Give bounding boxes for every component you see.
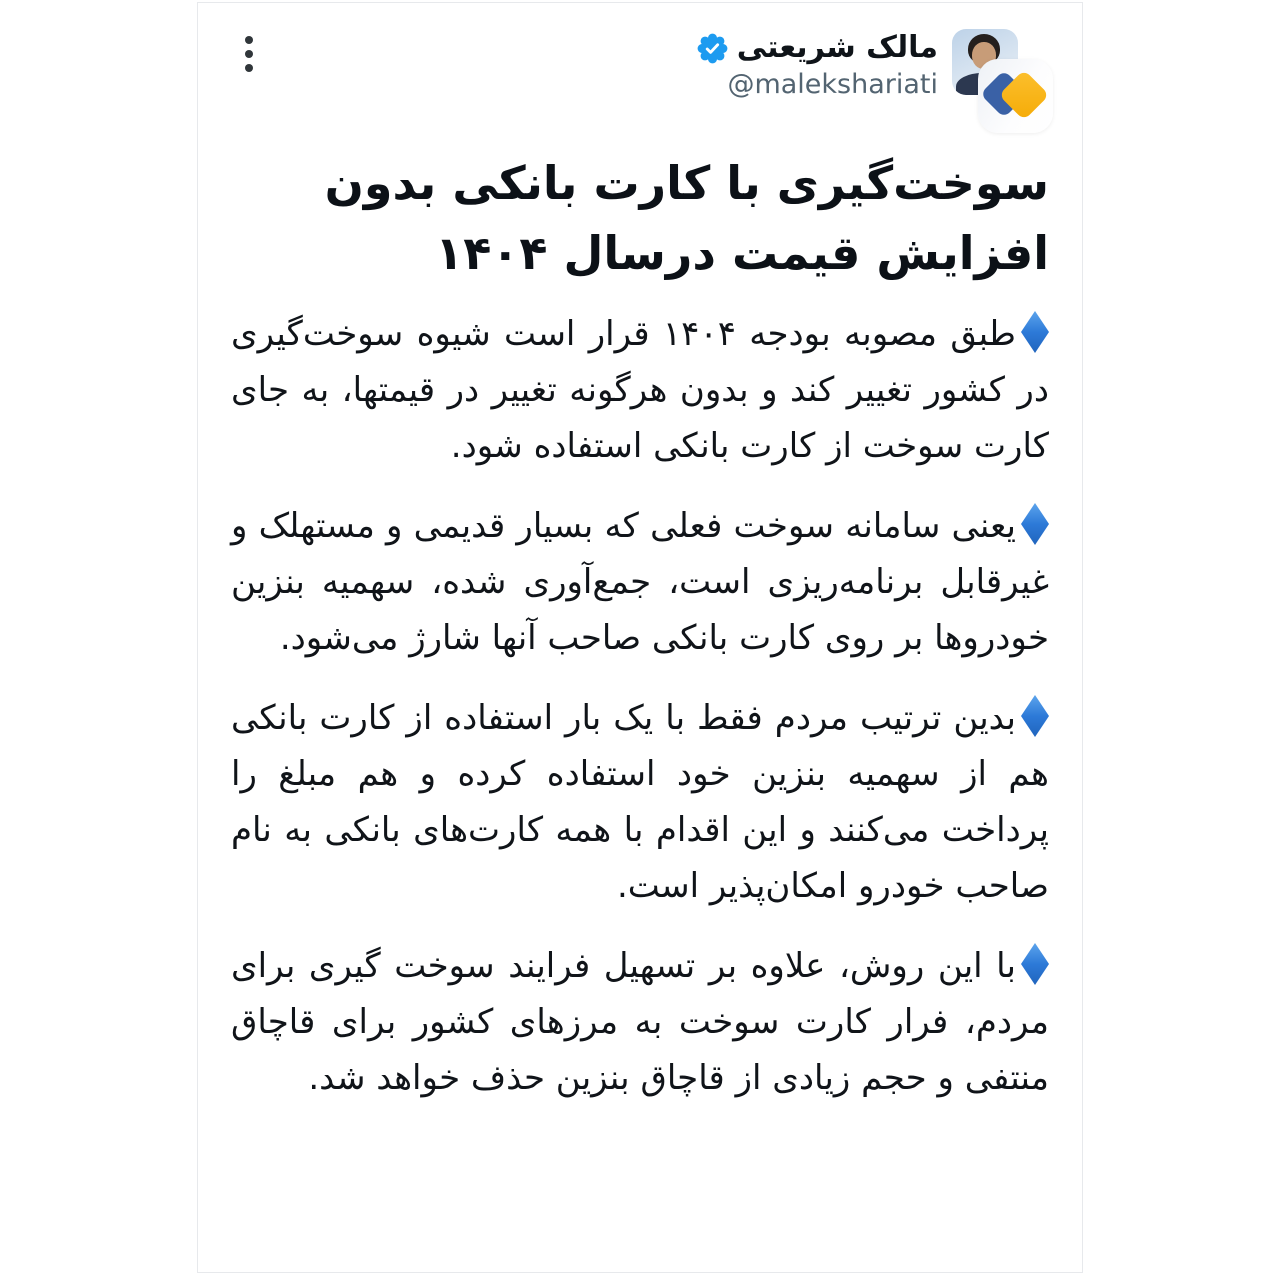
- large-blue-diamond-icon: [1021, 503, 1049, 545]
- avatar-container: [952, 29, 1018, 95]
- verified-badge-icon: [697, 33, 728, 64]
- tweet-paragraph: [231, 306, 1049, 474]
- author-name-row: [697, 30, 938, 66]
- tweet-card: [197, 2, 1083, 1273]
- tweet-paragraph: [231, 690, 1049, 914]
- tweet-header: [231, 3, 1049, 101]
- tweet-headline: سوخت‌گیری با کارت بانکی بدون افزایش قیمت درسال ۱۴۰۴: [324, 156, 1049, 280]
- more-menu-icon[interactable]: [241, 32, 257, 76]
- large-blue-diamond-icon: [1021, 695, 1049, 737]
- paragraph-text: یعنی سامانه سوخت فعلی که بسیار قدیمی و مستهلک و غیرقابل برنامه‌ریزی است، جمع‌آوری شده، سهمیه بنزین خودروها بر روی کارت بانکی صاحب آنها شارژ می‌شود.: [231, 506, 1049, 658]
- tweet-paragraph: [231, 938, 1049, 1106]
- author-block: [697, 24, 938, 101]
- paragraph-text: بدین ترتیب مردم فقط با یک بار استفاده از کارت بانکی هم از سهمیه بنزین خود استفاده کرده و هم مبلغ را پرداخت می‌کنند و این اقدام با همه کارت‌های بانکی به نام صاحب خودرو امکان‌پذیر است.: [231, 698, 1049, 906]
- overlapping-diamonds-logo-icon: [978, 59, 1053, 133]
- paragraph-text: با این روش، علاوه بر تسهیل فرایند سوخت گیری برای مردم، فرار کارت سوخت به مرزهای کشور برای قاچاق منتفی و حجم زیادی از قاچاق بنزین حذف خواهد شد.: [231, 946, 1049, 1098]
- large-blue-diamond-icon: [1021, 311, 1049, 353]
- large-blue-diamond-icon: [1021, 943, 1049, 985]
- author-handle[interactable]: @malekshariati: [727, 69, 938, 100]
- author-name[interactable]: مالک شریعتی: [736, 30, 938, 65]
- tweet-paragraph: [231, 498, 1049, 666]
- paragraph-text: طبق مصوبه بودجه ۱۴۰۴ قرار است شیوه سوخت‌گیری در کشور تغییر کند و بدون هرگونه تغییر در قیمتها، به جای کارت سوخت از کارت بانکی استفاده شود.: [231, 314, 1049, 466]
